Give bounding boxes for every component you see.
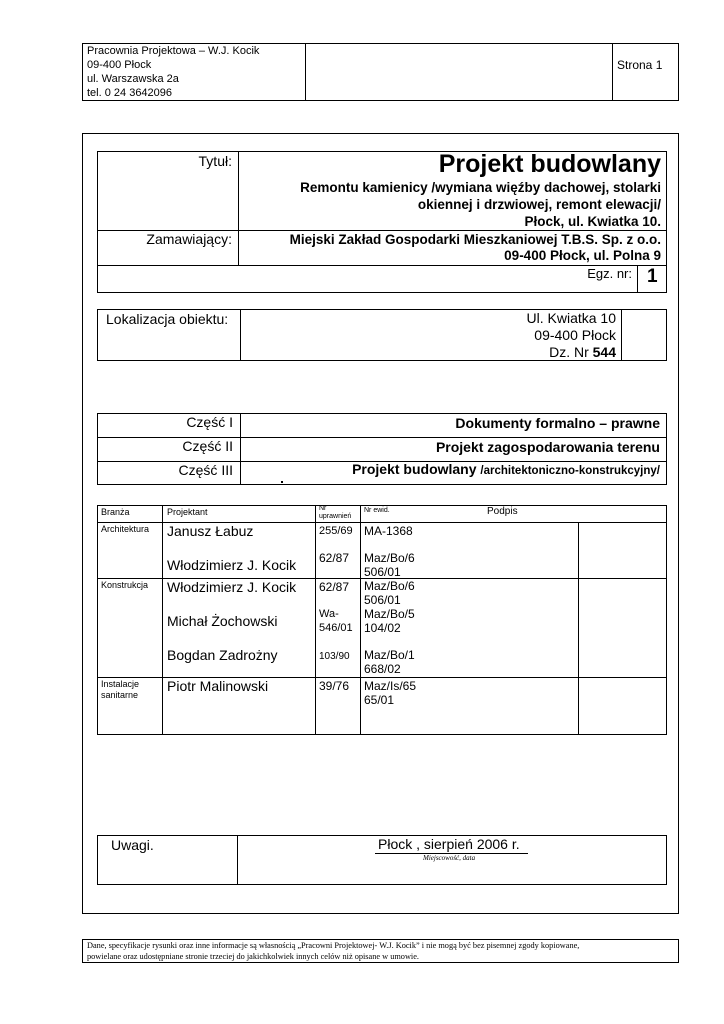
parts-vdivider [240, 413, 241, 485]
company-line: ul. Warszawska 2a [87, 73, 179, 85]
subtitle-line: Remontu kamienicy /wymiana więźby dachowej, stolarki [300, 180, 661, 195]
title-label: Tytuł: [198, 153, 232, 169]
license-number: 103/90 [319, 651, 350, 662]
part-title: Projekt zagospodarowania terenu [435, 439, 660, 455]
record-number: Maz/Is/65 [364, 679, 417, 693]
location-street: Ul. Kwiatka 10 [526, 310, 616, 326]
designer-name: Piotr Malinowski [167, 678, 269, 694]
footer-line: powielane oraz udostępniane stronie trzeciej do jakichkolwiek innych celów niż opisane w umowie. [87, 952, 419, 961]
designer-name: Włodzimierz J. Kocik [167, 579, 297, 595]
record-number: Maz/Bo/6 [364, 551, 415, 565]
header-divider [305, 43, 306, 101]
record-number: Maz/Bo/5 [364, 607, 415, 621]
title-block-vdivider [238, 151, 239, 265]
record-number: 668/02 [364, 662, 401, 676]
license-number: 39/76 [319, 679, 350, 693]
designer-name: Włodzimierz J. Kocik [167, 557, 297, 573]
part-label: Część III [178, 462, 233, 478]
company-line: Pracownia Projektowa – W.J. Kocik [87, 45, 260, 57]
subtitle-line: Płock, ul. Kwiatka 10. [524, 214, 661, 229]
footer-line: Dane, specyfikacje rysunki oraz inne informacje są własnością „Pracowni Projektowej- W.J. Kocik” i nie mogą być bez pisemnej zgody kopiowane, [87, 941, 580, 950]
license-number: 546/01 [319, 622, 353, 634]
client-line: Miejski Zakład Gospodarki Mieszkaniowej T.B.S. Sp. z o.o. [289, 232, 661, 247]
notes-label: Uwagi. [111, 837, 154, 853]
copy-number: 1 [647, 266, 658, 287]
subtitle-line: okiennej i drzwiowej, remont elewacji/ [417, 197, 661, 212]
part-title-main: Projekt budowlany [352, 461, 481, 477]
designer-name: Bogdan Zadrożny [167, 647, 278, 663]
license-number: 62/87 [319, 551, 350, 565]
stray-dot [281, 481, 283, 483]
location-label: Lokalizacja obiektu: [106, 311, 229, 327]
title-block-hdivider [97, 265, 667, 266]
record-number: Maz/Bo/1 [364, 648, 415, 662]
header-branch: Branża [101, 507, 130, 517]
designer-name: Janusz Łabuz [167, 523, 254, 539]
record-number: 104/02 [364, 621, 401, 635]
branch-cell: sanitarne [101, 690, 139, 700]
page-label: Strona 1 [617, 58, 663, 72]
location-city: 09-400 Płock [534, 327, 616, 343]
location-divider-right [621, 309, 622, 361]
license-number: Wa- [319, 608, 339, 620]
table-col-divider [162, 505, 163, 735]
plot-prefix: Dz. Nr [549, 344, 593, 360]
license-number: 62/87 [319, 580, 350, 594]
plot-number: 544 [592, 344, 616, 360]
place-date-caption: Miejscowość, data [423, 854, 476, 862]
company-line: tel. 0 24 3642096 [87, 87, 173, 99]
designer-name: Michał Żochowski [167, 613, 278, 629]
part-title-suffix: /architektoniczno-konstrukcyjny/ [480, 465, 660, 477]
record-number: 65/01 [364, 693, 395, 707]
notes-divider [237, 835, 238, 885]
record-number: 506/01 [364, 593, 401, 607]
client-label: Zamawiający: [146, 231, 232, 247]
record-number: Maz/Bo/6 [364, 579, 415, 593]
part-label: Część II [182, 438, 233, 454]
copy-number-divider [637, 265, 638, 293]
header-divider-right [612, 43, 613, 101]
license-number: 255/69 [319, 525, 353, 537]
part-title: Dokumenty formalno – prawne [455, 415, 660, 431]
header-designer: Projektant [167, 507, 208, 517]
part-label: Część I [186, 414, 233, 430]
location-plot [549, 344, 616, 361]
client-line: 09-400 Płock, ul. Polna 9 [504, 248, 661, 263]
location-divider [240, 309, 241, 361]
table-col-divider [360, 505, 361, 735]
table-col-divider [578, 523, 579, 735]
copy-label: Egz. nr: [587, 266, 632, 281]
branch-cell: Konstrukcja [101, 580, 149, 590]
place-date: Płock , sierpień 2006 r. [378, 836, 520, 852]
branch-cell: Architektura [101, 524, 150, 534]
record-number: 506/01 [364, 565, 401, 579]
part-title [352, 461, 660, 477]
header-record: Nr ewid. [364, 507, 390, 514]
company-line: 09-400 Płock [87, 59, 152, 71]
header-license: Nr [319, 505, 327, 512]
header-signature: Podpis [487, 506, 518, 517]
page-title: Projekt budowlany [438, 150, 661, 178]
table-col-divider [315, 505, 316, 735]
header-license: uprawnień [319, 513, 352, 520]
branch-cell: Instalacje [101, 679, 140, 689]
record-number: MA-1368 [364, 524, 413, 538]
